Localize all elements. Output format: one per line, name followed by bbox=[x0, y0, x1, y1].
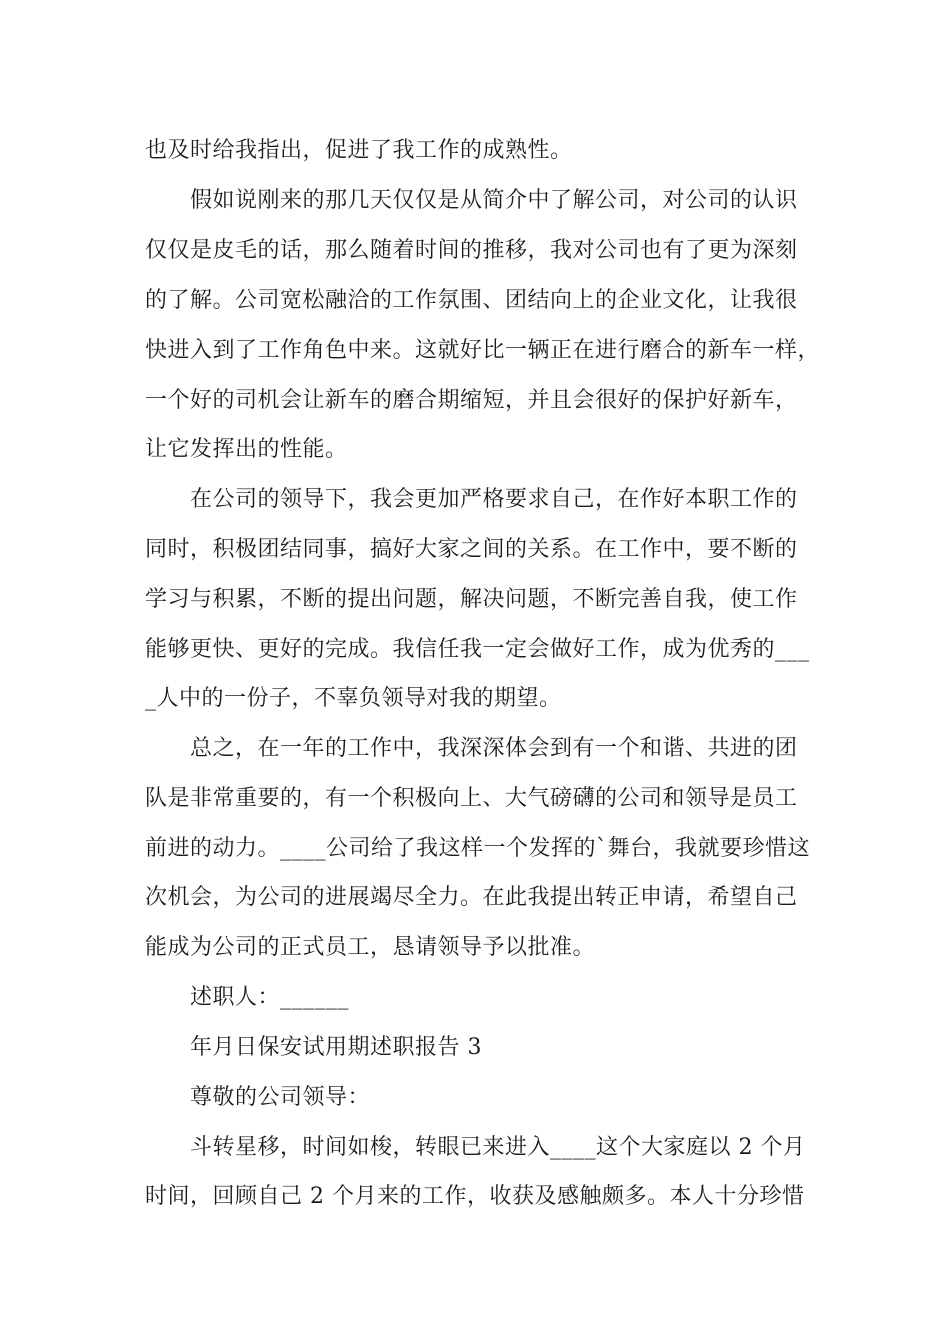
paragraph-first-line: 在公司的领导下，我会更加严格要求自己，在作好本职工作的 bbox=[190, 487, 798, 512]
text-line: 学习与积累，不断的提出问题，解决问题，不断完善自我，使工作 bbox=[145, 587, 798, 612]
text-line: 的了解。公司宽松融洽的工作氛围、团结向上的企业文化，让我很 bbox=[145, 288, 798, 313]
text-line: 让它发挥出的性能。 bbox=[145, 437, 348, 462]
report-title: 年月日保安试用期述职报告 3 bbox=[190, 1035, 482, 1060]
paragraph-first-line: 假如说刚来的那几天仅仅是从简介中了解公司，对公司的认识 bbox=[190, 188, 798, 213]
text-line: 快进入到了工作角色中来。这就好比一辆正在进行磨合的新车一样， bbox=[145, 338, 821, 363]
paragraph-first-line: 斗转星移，时间如梭，转眼已来进入____这个大家庭以 2 个月 bbox=[190, 1135, 806, 1160]
paragraph-first-line: 总之，在一年的工作中，我深深体会到有一个和谐、共进的团 bbox=[190, 736, 798, 761]
text-line: 次机会，为公司的进展竭尽全力。在此我提出转正申请，希望自己 bbox=[145, 885, 798, 910]
salutation: 尊敬的公司领导： bbox=[190, 1085, 371, 1110]
text-line: 能成为公司的正式员工，恳请领导予以批准。 bbox=[145, 935, 596, 960]
text-line: 同时，积极团结同事，搞好大家之间的关系。在工作中，要不断的 bbox=[145, 537, 798, 562]
text-line: 一个好的司机会让新车的磨合期缩短，并且会很好的保护好新车， bbox=[145, 388, 798, 413]
text-line: 时间，回顾自己 2 个月来的工作，收获及感触颇多。本人十分珍惜 bbox=[145, 1184, 805, 1209]
signature-line: 述职人：______ bbox=[190, 985, 350, 1010]
text-line: _人中的一份子，不辜负领导对我的期望。 bbox=[145, 686, 562, 711]
text-line: 仅仅是皮毛的话，那么随着时间的推移，我对公司也有了更为深刻 bbox=[145, 238, 798, 263]
text-line: 也及时给我指出，促进了我工作的成熟性。 bbox=[145, 138, 573, 163]
text-line: 队是非常重要的，有一个积极向上、大气磅礴的公司和领导是员工 bbox=[145, 786, 798, 811]
text-line: 前进的动力。____公司给了我这样一个发挥的`舞台，我就要珍惜这 bbox=[145, 836, 811, 861]
text-line: 能够更快、更好的完成。我信任我一定会做好工作，成为优秀的___ bbox=[145, 637, 810, 662]
